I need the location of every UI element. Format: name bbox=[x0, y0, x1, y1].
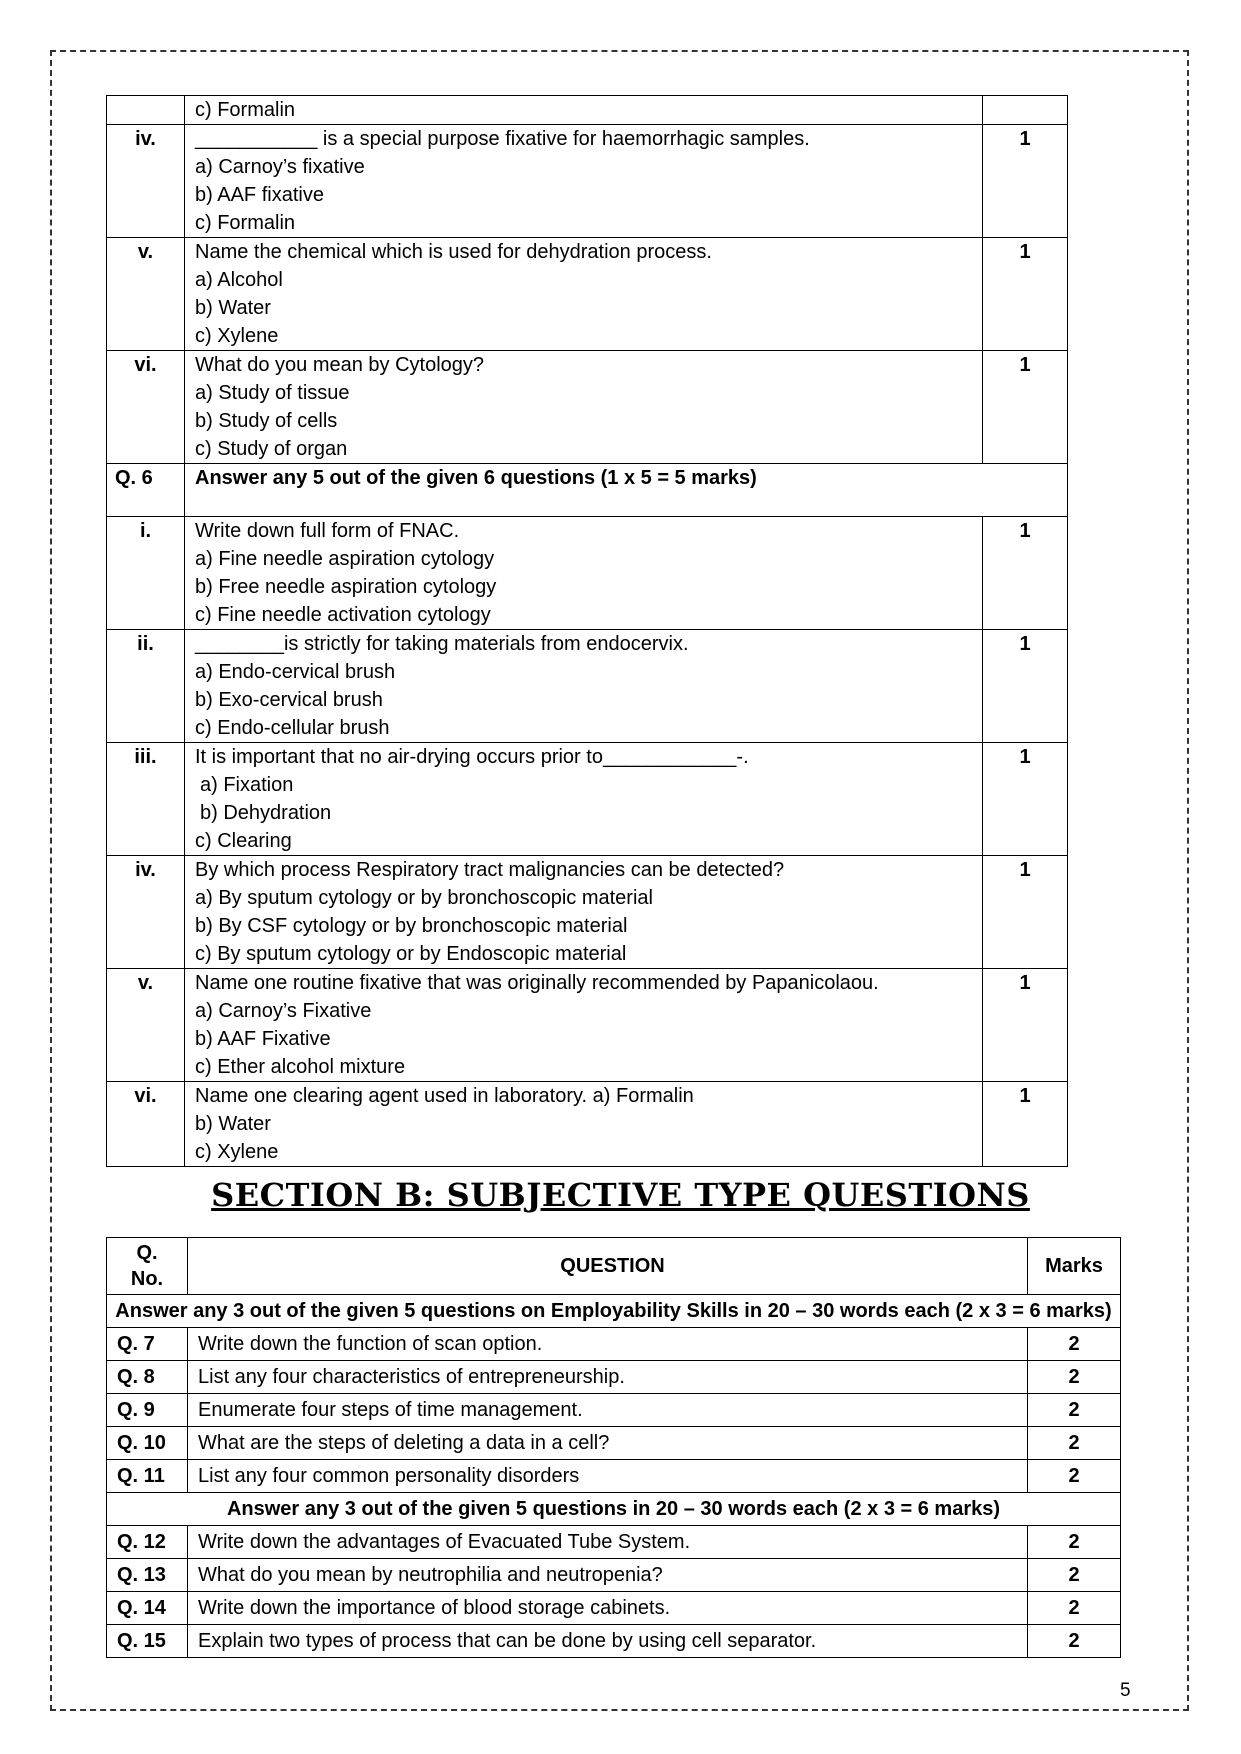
question-text bbox=[185, 743, 983, 856]
question-stem: By which process Respiratory tract malignancies can be detected? bbox=[195, 859, 785, 881]
question-text bbox=[185, 125, 983, 238]
table-row bbox=[107, 1592, 1121, 1625]
qno-cell: Q. 10 bbox=[107, 1427, 188, 1460]
question-marks: 1 bbox=[983, 351, 1068, 464]
option-a: a) Carnoy’s Fixative bbox=[195, 1000, 372, 1022]
option-c: c) Clearing bbox=[195, 830, 292, 852]
section-a-table bbox=[106, 95, 1068, 1167]
marks-cell: 2 bbox=[1028, 1460, 1121, 1493]
option-c: c) Fine needle activation cytology bbox=[195, 604, 491, 626]
question-row bbox=[107, 96, 1068, 125]
option-b: b) Free needle aspiration cytology bbox=[195, 576, 497, 598]
question-cell: Write down the function of scan option. bbox=[188, 1328, 1028, 1361]
option-a: a) Alcohol bbox=[195, 269, 283, 291]
instruction-band-employability bbox=[107, 1295, 1121, 1328]
question-text bbox=[185, 969, 983, 1082]
option-a: a) Study of tissue bbox=[195, 382, 350, 404]
question-marks: 1 bbox=[983, 517, 1068, 630]
question-stem: ________is strictly for taking materials from endocervix. bbox=[195, 633, 689, 655]
q6-instruction: Answer any 5 out of the given 6 questions (1 x 5 = 5 marks) bbox=[185, 464, 1068, 517]
qno-cell: Q. 12 bbox=[107, 1526, 188, 1559]
table-header-row bbox=[107, 1238, 1121, 1295]
marks-cell: 2 bbox=[1028, 1592, 1121, 1625]
marks-cell: 2 bbox=[1028, 1394, 1121, 1427]
table-row bbox=[107, 1328, 1121, 1361]
question-number: v. bbox=[107, 969, 185, 1082]
question-marks: 1 bbox=[983, 630, 1068, 743]
question-text bbox=[185, 96, 983, 125]
option-c: c) By sputum cytology or by Endoscopic material bbox=[195, 943, 627, 965]
band-text: Answer any 3 out of the given 5 questions on Employability Skills in 20 – 30 words each (2 x 3 = 6 marks) bbox=[107, 1295, 1121, 1328]
question-stem: Name one routine fixative that was originally recommended by Papanicolaou. bbox=[195, 972, 879, 994]
option-a: a) Carnoy’s fixative bbox=[195, 156, 365, 178]
qno-cell: Q. 7 bbox=[107, 1328, 188, 1361]
question-marks: 1 bbox=[983, 238, 1068, 351]
question-marks: 1 bbox=[983, 969, 1068, 1082]
question-stem: It is important that no air-drying occurs prior to____________-. bbox=[195, 746, 749, 768]
q6-label: Q. 6 bbox=[107, 464, 185, 517]
header-question: QUESTION bbox=[188, 1238, 1028, 1295]
table-row bbox=[107, 1526, 1121, 1559]
option-b: b) Exo-cervical brush bbox=[195, 689, 383, 711]
question-cell: Explain two types of process that can be done by using cell separator. bbox=[188, 1625, 1028, 1658]
qno-cell: Q. 8 bbox=[107, 1361, 188, 1394]
question-marks: 1 bbox=[983, 1082, 1068, 1167]
qno-cell: Q. 14 bbox=[107, 1592, 188, 1625]
question-text bbox=[185, 856, 983, 969]
question-row bbox=[107, 969, 1068, 1082]
table-row bbox=[107, 1361, 1121, 1394]
question-number bbox=[107, 96, 185, 125]
option-b: b) AAF Fixative bbox=[195, 1028, 331, 1050]
option-b: b) Water bbox=[195, 1113, 271, 1135]
option-c: c) Endo-cellular brush bbox=[195, 717, 390, 739]
header-qno: Q. No. bbox=[107, 1238, 188, 1295]
qno-cell: Q. 13 bbox=[107, 1559, 188, 1592]
question-number: i. bbox=[107, 517, 185, 630]
question-cell: Enumerate four steps of time management. bbox=[188, 1394, 1028, 1427]
question-stem: Write down full form of FNAC. bbox=[195, 520, 460, 542]
question-stem: Name one clearing agent used in laboratory. a) Formalin bbox=[195, 1085, 694, 1107]
option-b: b) By CSF cytology or by bronchoscopic material bbox=[195, 915, 628, 937]
table-row bbox=[107, 1559, 1121, 1592]
q6-header-row bbox=[107, 464, 1068, 517]
marks-cell: 2 bbox=[1028, 1328, 1121, 1361]
question-marks: 1 bbox=[983, 856, 1068, 969]
question-text bbox=[185, 238, 983, 351]
question-stem: What do you mean by Cytology? bbox=[195, 354, 485, 376]
question-text bbox=[185, 1082, 983, 1167]
section-b-title: SECTION B: SUBJECTIVE TYPE QUESTIONS bbox=[211, 1176, 1030, 1214]
band-text: Answer any 3 out of the given 5 questions in 20 – 30 words each (2 x 3 = 6 marks) bbox=[107, 1493, 1121, 1526]
question-text bbox=[185, 351, 983, 464]
marks-cell: 2 bbox=[1028, 1559, 1121, 1592]
question-cell: What do you mean by neutrophilia and neutropenia? bbox=[188, 1559, 1028, 1592]
question-row bbox=[107, 856, 1068, 969]
marks-cell: 2 bbox=[1028, 1526, 1121, 1559]
question-number: v. bbox=[107, 238, 185, 351]
option-c: c) Study of organ bbox=[195, 438, 348, 460]
question-number: ii. bbox=[107, 630, 185, 743]
table-row bbox=[107, 1625, 1121, 1658]
question-marks: 1 bbox=[983, 743, 1068, 856]
question-number: iv. bbox=[107, 125, 185, 238]
option-a: a) Fixation bbox=[200, 774, 294, 796]
question-number: vi. bbox=[107, 351, 185, 464]
question-cell: List any four characteristics of entrepreneurship. bbox=[188, 1361, 1028, 1394]
question-row bbox=[107, 1082, 1068, 1167]
question-cell: What are the steps of deleting a data in a cell? bbox=[188, 1427, 1028, 1460]
qno-cell: Q. 11 bbox=[107, 1460, 188, 1493]
option-c: c) Formalin bbox=[195, 99, 296, 121]
table-row bbox=[107, 1394, 1121, 1427]
option-a: a) Endo-cervical brush bbox=[195, 661, 396, 683]
question-row bbox=[107, 517, 1068, 630]
question-marks bbox=[983, 96, 1068, 125]
question-stem: ___________ is a special purpose fixative for haemorrhagic samples. bbox=[195, 128, 810, 150]
question-number: vi. bbox=[107, 1082, 185, 1167]
qno-cell: Q. 9 bbox=[107, 1394, 188, 1427]
marks-cell: 2 bbox=[1028, 1625, 1121, 1658]
option-b: b) Study of cells bbox=[195, 410, 338, 432]
table-row bbox=[107, 1460, 1121, 1493]
marks-cell: 2 bbox=[1028, 1427, 1121, 1460]
question-stem: Name the chemical which is used for dehydration process. bbox=[195, 241, 712, 263]
option-b: b) Dehydration bbox=[200, 802, 332, 824]
question-row bbox=[107, 125, 1068, 238]
marks-cell: 2 bbox=[1028, 1361, 1121, 1394]
question-row bbox=[107, 351, 1068, 464]
header-marks: Marks bbox=[1028, 1238, 1121, 1295]
section-b-table bbox=[106, 1237, 1121, 1658]
option-b: b) Water bbox=[195, 297, 271, 319]
question-cell: List any four common personality disorders bbox=[188, 1460, 1028, 1493]
qno-cell: Q. 15 bbox=[107, 1625, 188, 1658]
option-c: c) Xylene bbox=[195, 325, 279, 347]
option-c: c) Ether alcohol mixture bbox=[195, 1056, 406, 1078]
question-cell: Write down the advantages of Evacuated Tube System. bbox=[188, 1526, 1028, 1559]
option-c: c) Xylene bbox=[195, 1141, 279, 1163]
table-row bbox=[107, 1427, 1121, 1460]
question-number: iv. bbox=[107, 856, 185, 969]
instruction-band-subject bbox=[107, 1493, 1121, 1526]
question-number: iii. bbox=[107, 743, 185, 856]
question-text bbox=[185, 630, 983, 743]
question-row bbox=[107, 630, 1068, 743]
option-b: b) AAF fixative bbox=[195, 184, 324, 206]
option-a: a) By sputum cytology or by bronchoscopic material bbox=[195, 887, 653, 909]
question-cell: Write down the importance of blood storage cabinets. bbox=[188, 1592, 1028, 1625]
question-text bbox=[185, 517, 983, 630]
option-c: c) Formalin bbox=[195, 212, 296, 234]
option-a: a) Fine needle aspiration cytology bbox=[195, 548, 495, 570]
page-number: 5 bbox=[1120, 1680, 1131, 1701]
question-marks: 1 bbox=[983, 125, 1068, 238]
question-row bbox=[107, 743, 1068, 856]
question-row bbox=[107, 238, 1068, 351]
